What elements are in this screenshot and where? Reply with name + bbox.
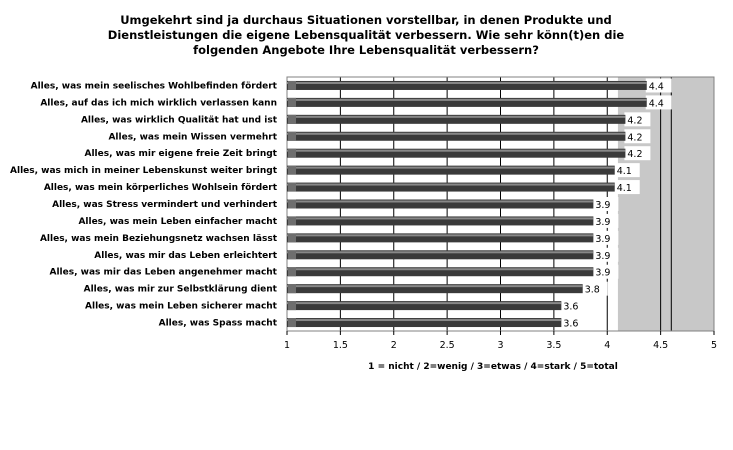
value-label: 4.1 [616, 183, 632, 195]
bar-highlight [287, 217, 593, 219]
value-label: 4.1 [616, 166, 632, 178]
value-label: 3.9 [595, 267, 611, 279]
x-tick-label: 4 [604, 340, 611, 351]
bar-base [288, 318, 296, 327]
value-label: 4.2 [627, 149, 643, 161]
category-label: Alles, was mein körperliches Wohlsein fördert [43, 183, 277, 194]
bar-highlight [287, 116, 625, 118]
value-label: 4.2 [627, 115, 643, 127]
bar-highlight [287, 133, 625, 135]
chart-title [108, 13, 625, 57]
category-label: Alles, was Stress vermindert und verhindert [52, 200, 277, 210]
value-label: 3.8 [584, 284, 600, 296]
bar-base [288, 267, 296, 276]
value-label: 3.9 [595, 216, 611, 228]
category-label: Alles, was Spass macht [158, 318, 277, 329]
category-label: Alles, was mich in meiner Lebenskunst weiter bringt [10, 166, 277, 177]
category-label: Alles, auf das ich mich wirklich verlassen kann [40, 98, 277, 109]
x-tick-label: 1.5 [332, 340, 348, 351]
bar-base [288, 115, 296, 124]
bar-base [288, 233, 296, 242]
bar-base [288, 301, 296, 310]
category-label: Alles, was mir zur Selbstklärung dient [83, 284, 277, 295]
x-tick-label: 3 [497, 340, 504, 351]
value-label: 3.9 [595, 200, 611, 211]
x-tick-label: 2 [390, 340, 397, 351]
bar-highlight [287, 234, 593, 236]
x-axis-title: 1 = nicht / 2=wenig / 3=etwas / 4=stark / 5=total [368, 362, 618, 372]
bar-base [288, 216, 296, 225]
value-label: 4.2 [627, 132, 643, 144]
plot-area [10, 77, 717, 351]
bar-base [288, 183, 296, 192]
bar-highlight [287, 251, 593, 253]
value-label: 4.4 [648, 81, 664, 93]
x-tick-label: 2.5 [439, 340, 455, 351]
bar-base [288, 98, 296, 107]
category-label: Alles, was wirklich Qualität hat und ist [80, 115, 277, 126]
bar-base [288, 250, 296, 259]
category-label: Alles, was mir das Leben erleichtert [94, 250, 277, 261]
bar-base [288, 81, 296, 90]
chart-title-line-1: Umgekehrt sind ja durchaus Situationen vorstellbar, in denen Produkte und [120, 13, 612, 27]
bar-highlight [287, 302, 561, 304]
bar-highlight [287, 150, 625, 152]
value-label: 3.9 [595, 233, 611, 245]
bar-highlight [287, 99, 647, 101]
x-tick-label: 5 [710, 340, 718, 351]
x-tick-label: 3.5 [546, 340, 562, 351]
chart-title-line-2: Dienstleistungen die eigene Lebensqualität verbessern. Wie sehr könn(t)en die [107, 28, 625, 42]
bar-highlight [287, 201, 593, 203]
value-label: 3.6 [563, 318, 579, 330]
bar-base [288, 200, 296, 209]
bar-base [288, 149, 296, 158]
value-label: 3.9 [595, 250, 611, 262]
bar-highlight [287, 319, 561, 321]
bar-base [288, 166, 296, 175]
category-label: Alles, was mein Leben sicherer macht [85, 301, 277, 312]
bar-highlight [287, 82, 647, 84]
x-tick-label: 1 [283, 340, 291, 351]
bar-highlight [287, 184, 615, 186]
bar-base [288, 132, 296, 141]
category-label: Alles, was mir eigene freie Zeit bringt [84, 149, 277, 160]
x-tick-label: 4.5 [653, 340, 669, 351]
chart-title-line-3: folgenden Angebote Ihre Lebensqualität verbessern? [193, 43, 539, 57]
bar-highlight [287, 167, 615, 169]
bar-highlight [287, 285, 583, 287]
value-label: 4.4 [648, 98, 664, 110]
category-label: Alles, was mein Beziehungsnetz wachsen lässt [39, 233, 277, 244]
bar-highlight [287, 268, 593, 270]
value-label: 3.6 [563, 301, 579, 313]
category-label: Alles, was mein seelisches Wohlbefinden fördert [30, 81, 277, 92]
category-label: Alles, was mir das Leben angenehmer macht [49, 267, 277, 278]
category-label: Alles, was mein Leben einfacher macht [78, 216, 277, 227]
bar-base [288, 284, 296, 293]
category-label: Alles, was mein Wissen vermehrt [108, 132, 277, 143]
